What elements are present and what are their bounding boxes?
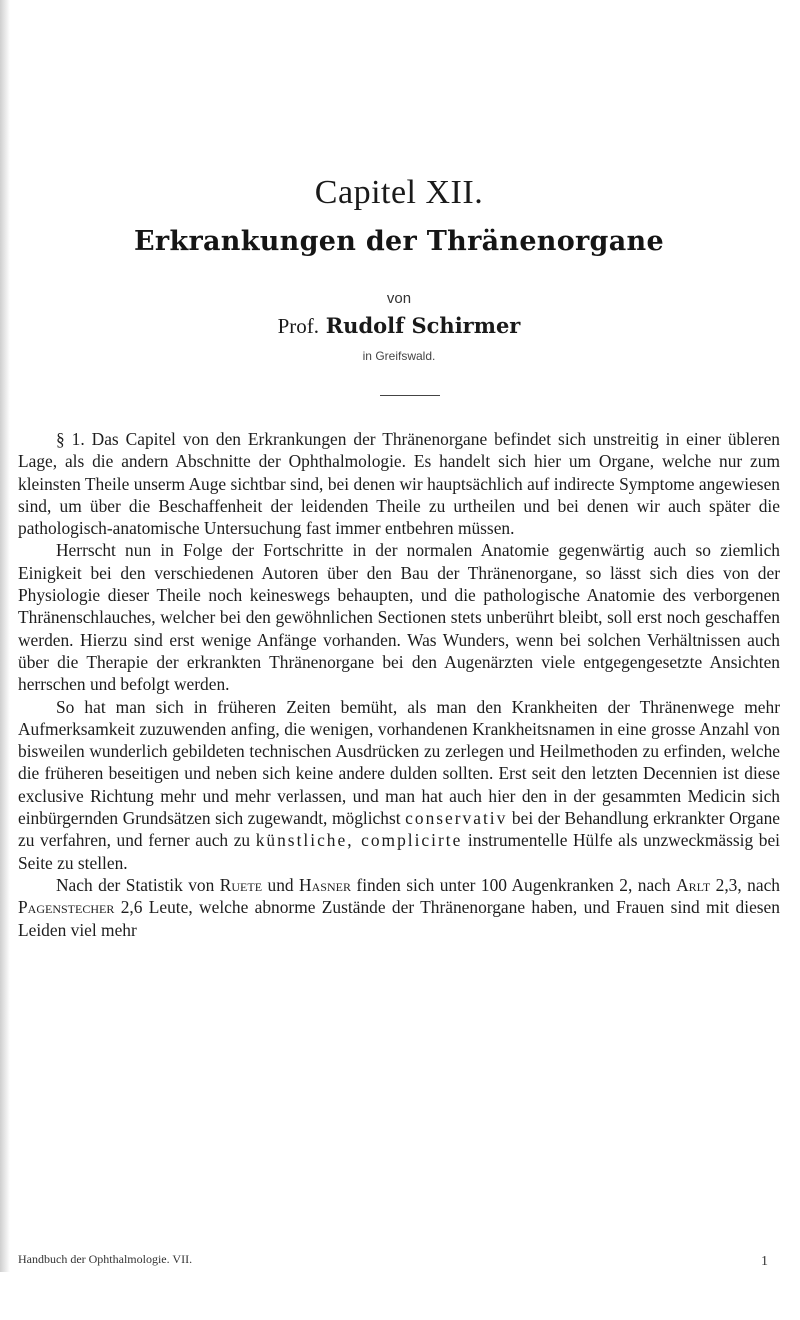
- page-bottom-margin: [0, 1272, 800, 1320]
- author-name: Rudolf Schirmer: [325, 313, 521, 338]
- chapter-heading: Capitel XII.: [314, 174, 484, 211]
- author-ref-hasner: Hasner: [299, 874, 351, 895]
- emphasis-conservativ: conservativ: [405, 808, 508, 829]
- page-footer: [18, 1252, 780, 1267]
- chapter-title: Erkrankungen der Thränenorgane: [134, 226, 664, 257]
- book-page: [18, 0, 780, 1270]
- paragraph-3: So hat man sich in früheren Zeiten bemüht, als man den Krankheiten der Thränenwege mehr Aufmerksamkeit zuzuwenden anfing, die wenigen, vorhandenen Krankheitsnamen in eine grosse Anzahl von bisweilen wunderlich gebildeten technischen Ausdrücken zu zerlegen und Heilmethoden zu erfinden, welche die früheren beseitigen und neben sich keine andere dulden sollten. Erst seit den letzten Decennien ist diese exclusive Richtung mehr und mehr verlassen, und man hat auch hier den in der gesammten Medicin sich einbürgernden Grundsätzen sich zugewandt, möglichst conservativ bei der Behandlung erkrankter Organe zu verfahren, und ferner auch zu künstliche, complicirte instrumentelle Hülfe als unzweckmässig bei Seite zu stellen.: [18, 696, 781, 873]
- running-footer: Handbuch der Ophthalmologie. VII.: [18, 1252, 193, 1266]
- by-line: von: [386, 290, 412, 307]
- author-ref-ruete: Ruete: [219, 874, 263, 895]
- paragraph-4: Nach der Statistik von Ruete und Hasner finden sich unter 100 Augenkranken 2, nach Arlt 2,3, nach Pagenstecher 2,6 Leute, welche abnorme Zustände der Thränenorgane haben, und Frauen sind mit diesen Leiden viel mehr: [18, 874, 780, 940]
- author-location: in Greifswald.: [362, 349, 436, 363]
- paragraph-1: § 1. Das Capitel von den Erkrankungen der Thränenorgane befindet sich unstreitig in einer übleren Lage, als die andern Abschnitte der Ophthalmologie. Es handelt sich hier um Organe, welche nur zum kleinsten Theile unserm Auge sichtbar sind, bei denen wir hauptsächlich auf indirecte Symptome angewiesen sind, um über die Beschaffenheit der leidenden Theile zu urtheilen und bei denen wir auch später die pathologisch-anatomische Untersuchung fast immer entbehren müssen.: [18, 429, 780, 539]
- signature-mark: 1: [761, 1254, 768, 1269]
- page-edge-shadow: [0, 0, 10, 1290]
- section-number: § 1.: [56, 429, 85, 449]
- author-ref-arlt: Arlt: [676, 874, 711, 895]
- emphasis-kuenstliche: künstliche, complicirte: [255, 830, 463, 851]
- author-ref-pagenstecher: Pagenstecher: [18, 897, 115, 918]
- author-prefix: Prof.: [277, 314, 320, 338]
- title-divider: [380, 395, 440, 396]
- author-line: [18, 313, 780, 339]
- body-text: [18, 428, 780, 941]
- paragraph-2: Herrscht nun in Folge der Fortschritte in der normalen Anatomie gegenwärtig auch so ziemlich Einigkeit bei den verschiedenen Autoren über den Bau der Thränenorgane, so lässt sich dies von der Physiologie dieser Theile noch keineswegs behaupten, und die pathologische Anatomie des verborgenen Thränenschlauches, welcher bei den gewöhnlichen Sectionen stets unberührt bleibt, soll erst noch geschaffen werden. Hierzu sind erst wenige Anfänge vorhanden. Was Wunders, wenn bei solchen Verhältnissen auch über die Therapie der erkrankten Thränenorgane bei den Augenärzten viele entgegengesetzte Ansichten herrschen und befolgt werden.: [18, 540, 780, 695]
